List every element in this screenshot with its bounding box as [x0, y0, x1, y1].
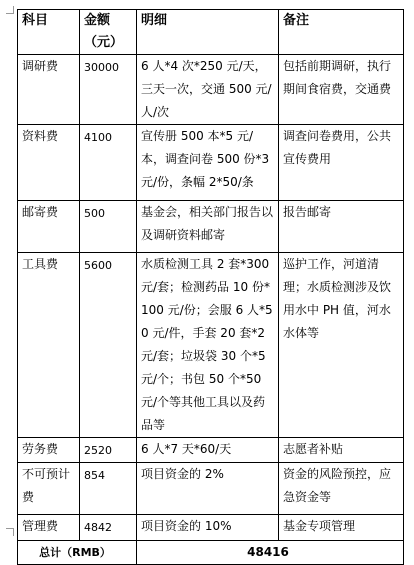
crop-mark-top-left	[6, 6, 14, 14]
cell-subject: 资料费	[18, 125, 80, 201]
cell-note: 基金专项管理	[279, 515, 404, 541]
cell-subject: 工具费	[18, 253, 80, 438]
table-row	[18, 463, 404, 515]
cell-note: 报告邮寄	[279, 201, 404, 253]
table-row	[18, 438, 404, 463]
cell-detail: 宣传册 500 本*5 元/本，调查问卷 500 份*3 元/份，条幅 2*50/条	[137, 125, 279, 201]
cell-amount: 854	[80, 463, 137, 515]
cell-amount: 4842	[80, 515, 137, 541]
cell-note: 包括前期调研，执行期间食宿费，交通费	[279, 55, 404, 125]
header-subject: 科目	[18, 10, 80, 55]
cell-amount: 4100	[80, 125, 137, 201]
cell-note: 志愿者补贴	[279, 438, 404, 463]
budget-table	[17, 9, 404, 565]
total-label: 总计（RMB）	[18, 541, 137, 565]
cell-subject: 邮寄费	[18, 201, 80, 253]
header-note: 备注	[279, 10, 404, 55]
cell-subject: 不可预计费	[18, 463, 80, 515]
total-row	[18, 541, 404, 565]
cell-subject: 劳务费	[18, 438, 80, 463]
cell-note: 资金的风险预控，应急资金等	[279, 463, 404, 515]
table-row	[18, 515, 404, 541]
cell-note: 调查问卷费用，公共宣传费用	[279, 125, 404, 201]
table-row	[18, 253, 404, 438]
cell-note: 巡护工作，河道清理；水质检测涉及饮用水中 PH 值，河水水体等	[279, 253, 404, 438]
cell-subject: 管理费	[18, 515, 80, 541]
cell-detail: 6 人*7 天*60/天	[137, 438, 279, 463]
total-value: 48416	[137, 541, 404, 565]
header-amount: 金额（元）	[80, 10, 137, 55]
table-row	[18, 125, 404, 201]
table-row	[18, 201, 404, 253]
cell-detail: 基金会，相关部门报告以及调研资料邮寄	[137, 201, 279, 253]
cell-amount: 5600	[80, 253, 137, 438]
header-detail: 明细	[137, 10, 279, 55]
crop-mark-bottom-left	[6, 528, 14, 536]
cell-detail: 6 人*4 次*250 元/天，三天一次，交通 500 元/人/次	[137, 55, 279, 125]
cell-detail: 项目资金的 2%	[137, 463, 279, 515]
cell-detail: 项目资金的 10%	[137, 515, 279, 541]
cell-subject: 调研费	[18, 55, 80, 125]
cell-detail: 水质检测工具 2 套*300 元/套；检测药品 10 份*100 元/份；会服 6 人*50 元/件，手套 20 套*2 元/套；垃圾袋 30 个*5 元/个；书包 50 个*50 元/个等其他工具以及药品等	[137, 253, 279, 438]
cell-amount: 2520	[80, 438, 137, 463]
table-row	[18, 55, 404, 125]
cell-amount: 500	[80, 201, 137, 253]
header-row	[18, 10, 404, 55]
cell-amount: 30000	[80, 55, 137, 125]
